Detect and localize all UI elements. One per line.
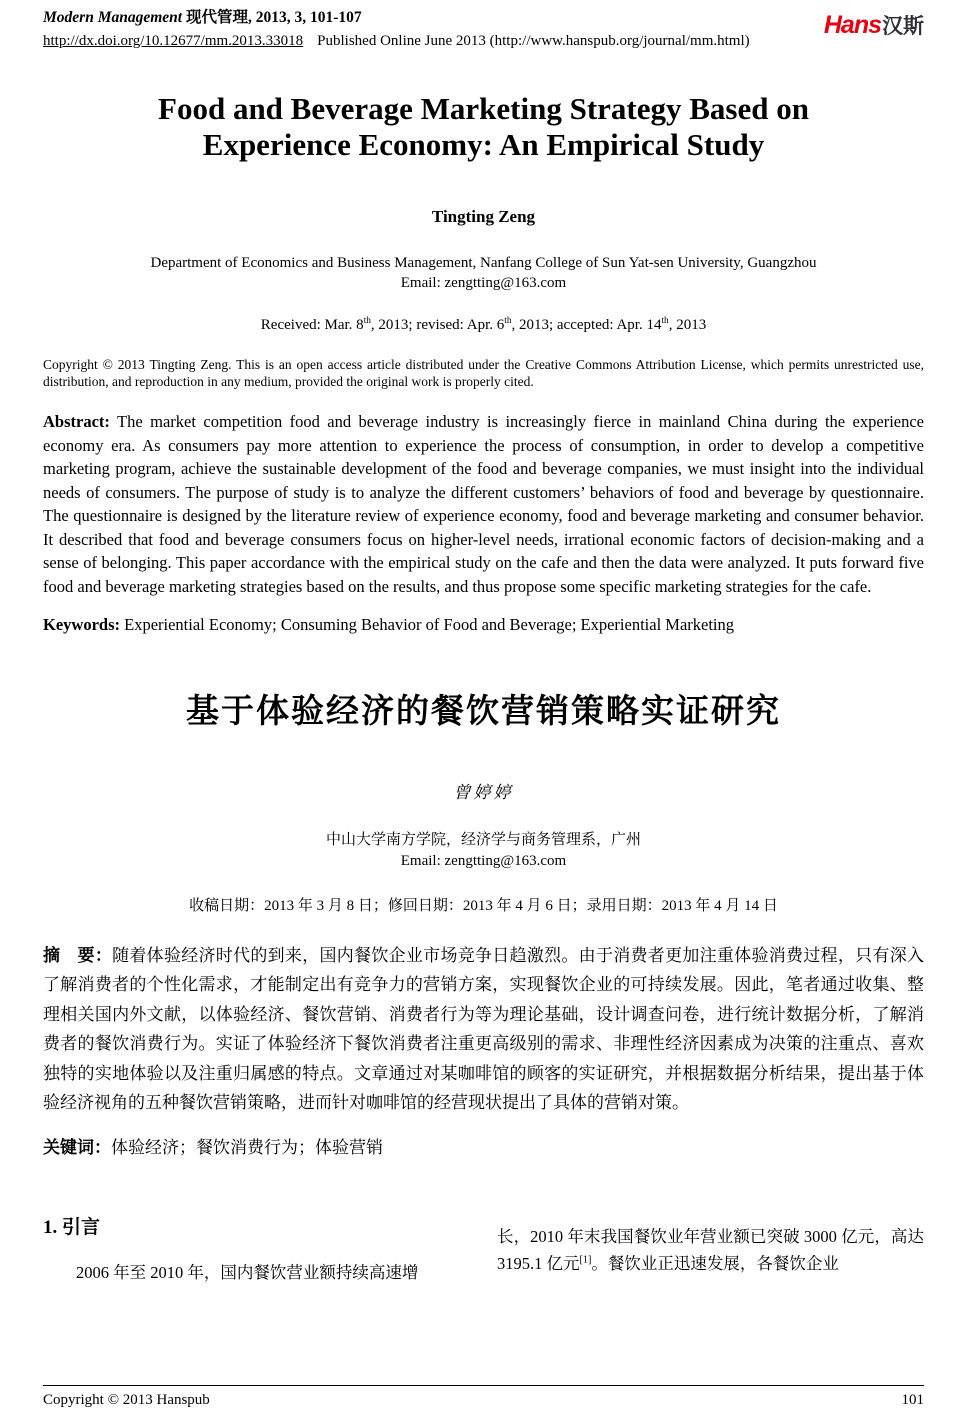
hans-publisher-logo bbox=[824, 10, 924, 40]
title-line-2: Experience Economy: An Empirical Study bbox=[202, 127, 765, 162]
title-line-1: Food and Beverage Marketing Strategy Based on bbox=[158, 91, 809, 126]
author-email-chinese: Email: zengtting@163.com bbox=[400, 852, 567, 869]
received-superscript: th bbox=[504, 316, 512, 326]
received-revised-accepted-line bbox=[43, 317, 924, 334]
section-heading: 1. 引言 bbox=[43, 1217, 101, 1238]
column-left bbox=[43, 1212, 470, 1286]
abstract-text-chinese: 随着体验经济时代的到来，国内餐饮企业市场竞争日趋激烈。由于消费者更加注重体验消费过程，只有深入了解消费者的个性化需求，才能制定出有竞争力的营销方案，实现餐饮企业的可持续发展。因此，笔者通过收集、整理相关国内外文献，以体验经济、餐饮营销、消费者行为等为理论基础，设计调查问卷，进行统计数据分析，了解消费者的餐饮消费行为。实证了体验经济下餐饮消费者注重更高级别的需求、非理性经济因素成为决策的注重点、喜欢独特的实地体验以及注重归属感的特点。文章通过对某咖啡馆的顾客的实证研究，并根据数据分析结果，提出基于体验经济视角的五种餐饮营销策略，进而针对咖啡馆的经营现状提出了具体的营销对策。 bbox=[43, 945, 925, 1112]
page-footer bbox=[43, 1385, 924, 1409]
journal-title-line bbox=[43, 8, 750, 28]
intro-paragraph-right bbox=[497, 1223, 924, 1277]
hans-logo-latin: Hans bbox=[823, 11, 881, 39]
section-introduction bbox=[43, 1212, 924, 1286]
affiliation-chinese: 中山大学南方学院，经济学与商务管理系，广州 bbox=[325, 831, 641, 848]
page-number: 101 bbox=[901, 1392, 924, 1408]
journal-info bbox=[43, 8, 750, 51]
footer-copyright: Copyright © 2013 Hanspub bbox=[43, 1392, 210, 1408]
abstract-english bbox=[43, 410, 924, 598]
abstract-label-english: Abstract: bbox=[43, 412, 110, 431]
author-name-chinese: 曾婷婷 bbox=[453, 782, 514, 802]
doi-line bbox=[43, 31, 750, 51]
affiliation-block-chinese bbox=[43, 830, 924, 872]
author-email-english: Email: zengtting@163.com bbox=[400, 275, 567, 291]
published-online-text: Published Online June 2013 (http://www.hanspub.org/journal/mm.html) bbox=[317, 33, 750, 49]
intro-paragraph-left: 2006 年至 2010 年，国内餐饮营业额持续高速增 bbox=[76, 1263, 419, 1282]
journal-header bbox=[43, 8, 924, 51]
abstract-chinese bbox=[43, 941, 924, 1118]
intro-right-part: 。餐饮业正迅速发展，各餐饮企业 bbox=[591, 1254, 839, 1273]
journal-issue: 现代管理, 2013, 3, 101-107 bbox=[182, 9, 362, 26]
journal-name: Modern Management bbox=[43, 9, 183, 26]
citation-reference-1: [1] bbox=[579, 1254, 592, 1266]
license-statement: Copyright © 2013 Tingting Zeng. This is an open access article distributed under the Creative Commons Attribution License, which permits unrestricted use, distribution, and reproduction in any medium, provided the original work is properly cited. bbox=[43, 357, 924, 389]
keywords-english bbox=[43, 613, 924, 637]
author-name-english: Tingting Zeng bbox=[431, 207, 536, 226]
column-right bbox=[497, 1212, 924, 1286]
keywords-text-english: Experiential Economy; Consuming Behavior of Food and Beverage; Experiential Marketing bbox=[124, 615, 735, 634]
received-part: , 2013; accepted: Apr. 14 bbox=[511, 317, 662, 333]
abstract-text-english: The market competition food and beverage industry is increasingly fierce in mainland China during the experience economy era. As consumers pay more attention to experience the process of consumption, in order to develop a competitive marketing program, achieve the sustainable development of the food and beverage companies, we must insight into the individual needs of consumers. The purpose of study is to analyze the different customers’ behaviors of food and beverage by questionnaire. The questionnaire is designed by the literature review of experience economy, food and beverage marketing and consumer behavior. It described that food and beverage consumers focus on higher-level needs, irrational economic factors of decision-making and a sense of belonging. This paper accordance with the empirical study on the cafe and then the data were analyzed. It puts forward five food and beverage marketing strategies based on the results, and thus propose some specific marketing strategies for the cafe. bbox=[43, 412, 924, 596]
received-part: Received: Mar. 8 bbox=[260, 317, 364, 333]
keywords-label-chinese: 关键词： bbox=[43, 1137, 111, 1157]
affiliation-block-english bbox=[43, 253, 924, 293]
received-superscript: th bbox=[363, 316, 371, 326]
keywords-text-chinese: 体验经济；餐饮消费行为；体验营销 bbox=[111, 1137, 383, 1157]
received-part: , 2013; revised: Apr. 6 bbox=[370, 317, 505, 333]
dates-line-chinese: 收稿日期：2013 年 3 月 8 日；修回日期：2013 年 4 月 6 日；录用日期：2013 年 4 月 14 日 bbox=[189, 897, 778, 914]
intro-right-part: 长，2010 年末我国餐饮业年营业额已突破 3000 亿元，高达 3195.1 亿元 bbox=[497, 1227, 924, 1273]
doi-link[interactable]: http://dx.doi.org/10.12677/mm.2013.33018 bbox=[43, 33, 304, 49]
article-title-chinese: 基于体验经济的餐饮营销策略实证研究 bbox=[186, 693, 781, 730]
keywords-label-english: Keywords: bbox=[43, 615, 120, 634]
hans-logo-chinese: 汉斯 bbox=[882, 15, 924, 38]
abstract-label-chinese: 摘 要： bbox=[43, 945, 113, 965]
received-superscript: th bbox=[661, 316, 669, 326]
affiliation-english: Department of Economics and Business Management, Nanfang College of Sun Yat-sen University, Guangzhou bbox=[150, 255, 817, 271]
keywords-chinese bbox=[43, 1133, 924, 1163]
received-part: , 2013 bbox=[668, 317, 707, 333]
article-title-english bbox=[43, 91, 924, 163]
